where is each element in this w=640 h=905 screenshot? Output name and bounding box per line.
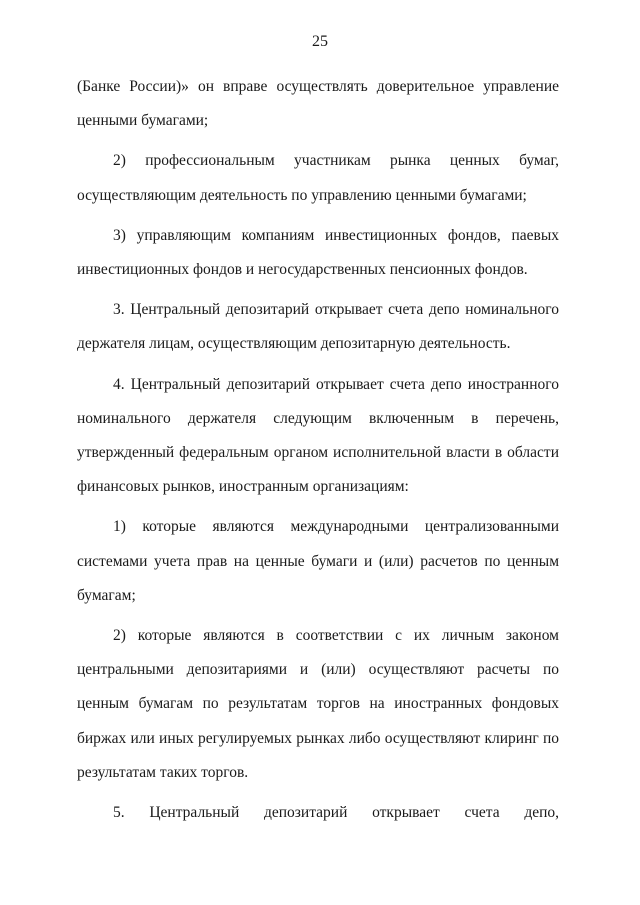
paragraph-clause-3-nominee-accounts: 3. Центральный депозитарий открывает счета депо номинального держателя лицам, осуществляющим депозитарную деятельность. [77, 301, 559, 353]
document-body [77, 70, 559, 836]
paragraph-clause-4-foreign-nominee-accounts: 4. Центральный депозитарий открывает счета депо иностранного номинального держателя следующим включенным в перечень, утвержденный федеральным органом исполнительной власти в области финансовых рынков, иностранным организациям: [77, 375, 559, 496]
paragraph-subitem-2-central-depositories: 2) которые являются в соответствии с их личным законом центральными депозитариями и (или) осуществляют расчеты по ценным бумагам по результатам торгов на иностранных фондовых биржах или иных регулируемых рынках либо осуществляют клиринг по результатам таких торгов. [77, 627, 559, 781]
page-number: 25 [312, 33, 328, 50]
paragraph-clause-5-depo-accounts: 5. Центральный депозитарий открывает счета депо, [113, 804, 559, 822]
paragraph-subitem-1-international-systems: 1) которые являются международными централизованными системами учета прав на ценные бумаги и (или) расчетов по ценным бумагам; [77, 518, 559, 604]
paragraph-item-2-professional-participants: 2) профессиональным участникам рынка ценных бумаг, осуществляющим деятельность по управлению ценными бумагами; [77, 152, 559, 204]
paragraph-bank-of-russia-continuation: (Банке России)» он вправе осуществлять доверительное управление ценными бумагами; [77, 78, 559, 130]
paragraph-item-3-management-companies: 3) управляющим компаниям инвестиционных фондов, паевых инвестиционных фондов и негосударственных пенсионных фондов. [77, 226, 559, 279]
